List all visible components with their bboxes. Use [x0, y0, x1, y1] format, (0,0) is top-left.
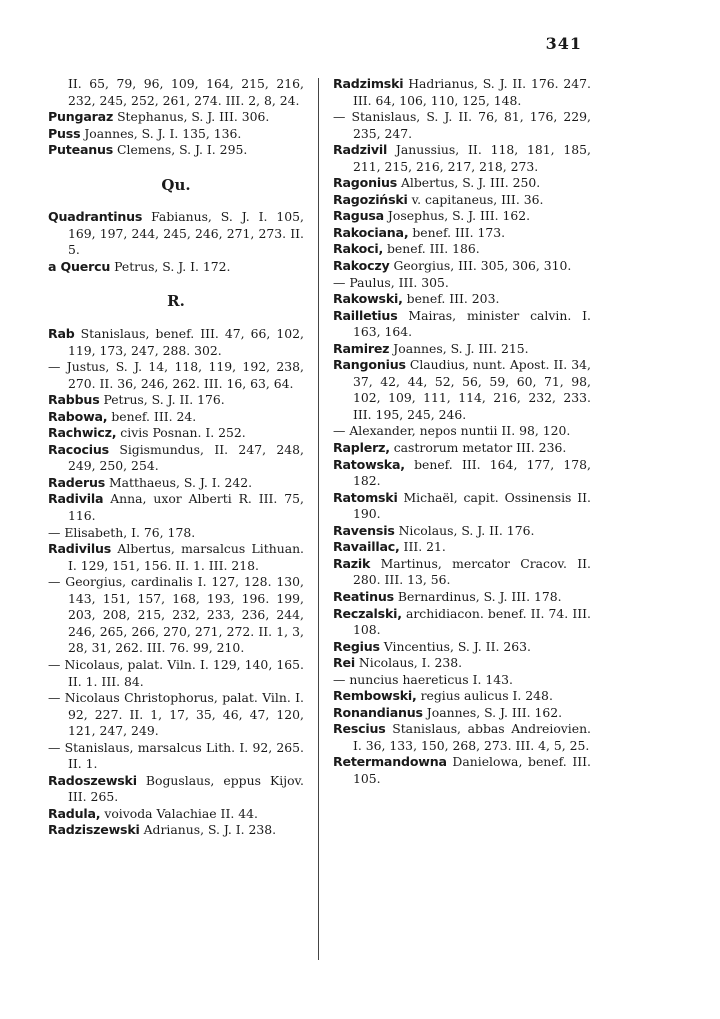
column-divider: [318, 78, 319, 960]
index-entry: [48, 822, 304, 839]
entry-references: Sigismundus, II. 247, 248, 249, 250, 254.: [68, 441, 304, 474]
index-entry: [333, 225, 591, 242]
index-entry: [333, 721, 591, 754]
entry-references: Boguslaus, eppus Kijov. III. 265.: [68, 772, 304, 805]
entry-headword: Radula,: [48, 805, 101, 821]
entry-references: Stanislaus, benef. III. 47, 66, 102, 119, 173, 247, 288. 302.: [68, 326, 304, 358]
index-entry: [48, 574, 304, 657]
index-entry: [333, 672, 591, 689]
section-heading-r: R.: [167, 292, 185, 311]
entry-references: Fabianus, S. J. I. 105, 169, 197, 244, 245, 246, 271, 273. II. 5.: [68, 209, 304, 258]
index-entry: [48, 657, 304, 690]
index-entry: [333, 142, 591, 175]
entry-references: archidiacon. benef. II. 74. III. 108.: [353, 605, 591, 638]
entry-headword: Rab: [48, 326, 75, 342]
index-entry: [48, 209, 304, 259]
entry-headword: Ravensis: [333, 522, 395, 538]
index-entry: [333, 589, 591, 606]
entry-headword: Reatinus: [333, 588, 394, 604]
entry-headword: Rembowski,: [333, 688, 417, 704]
index-entry: [333, 175, 591, 192]
section-heading-qu: Qu.: [161, 175, 191, 194]
entry-headword: Ronandianus: [333, 704, 423, 720]
entry-headword: Rakoczy: [333, 258, 390, 274]
index-entry: [333, 556, 591, 589]
entry-references: Bernardinus, S. J. III. 178.: [393, 588, 562, 604]
index-entry: [48, 409, 304, 426]
entry-headword: Ratomski: [333, 489, 398, 505]
entry-references: voivoda Valachiae II. 44.: [100, 805, 258, 821]
index-entry: [333, 655, 591, 672]
entry-references: Clemens, S. J. I. 295.: [113, 142, 248, 158]
page-number: 341: [545, 34, 582, 53]
entry-headword: Rachwicz,: [48, 425, 117, 441]
entry-headword: Railletius: [333, 307, 398, 323]
entry-references: Petrus, S. J. II. 176.: [99, 392, 225, 408]
entry-references: benef. III. 186.: [383, 241, 480, 257]
index-entry: [48, 142, 304, 159]
entry-references: Georgius, III. 305, 306, 310.: [389, 258, 572, 274]
entry-headword: Radzivil: [333, 142, 388, 158]
entry-headword: Regius: [333, 638, 380, 654]
index-entry: [48, 475, 304, 492]
entry-headword: Rescius: [333, 721, 386, 737]
entry-headword: Razik: [333, 555, 371, 571]
entry-references: benef. III. 173.: [408, 224, 506, 240]
entry-references: Joannes, S. J. III. 215.: [389, 340, 529, 356]
entry-headword: Raplerz,: [333, 440, 390, 456]
index-entry: [48, 541, 304, 574]
index-entry: [333, 291, 591, 308]
entry-references: regius aulicus I. 248.: [416, 688, 553, 704]
entry-references: civis Posnan. I. 252.: [116, 425, 246, 441]
entry-headword: Quadrantinus: [48, 209, 143, 225]
index-entry: [333, 241, 591, 258]
entry-references: castrorum metator III. 236.: [389, 440, 567, 456]
index-entry: [333, 705, 591, 722]
entry-references: — Stanislaus, S. J. II. 76, 81, 176, 229, 235, 247.: [333, 109, 591, 141]
entry-references: Josephus, S. J. III. 162.: [383, 208, 531, 224]
entry-references: — Nicolaus Christophorus, palat. Viln. I. 92, 227. II. 1, 17, 35, 46, 47, 120, 121, 247, 249.: [48, 690, 304, 739]
index-entry: [333, 357, 591, 423]
index-entry: [48, 259, 304, 276]
entry-references: benef. III. 24.: [107, 408, 197, 424]
entry-references: Martinus, mercator Cracov. II. 280. III. 13, 56.: [353, 555, 591, 588]
entry-headword: Puteanus: [48, 142, 114, 158]
entry-headword: Radoszewski: [48, 772, 137, 788]
entry-headword: a Quercu: [48, 258, 111, 274]
index-entry: [48, 76, 304, 109]
index-entry: [333, 258, 591, 275]
entry-references: Adrianus, S. J. I. 238.: [139, 822, 277, 838]
entry-references: — Stanislaus, marsalcus Lith. I. 92, 265. II. 1.: [48, 739, 304, 772]
entry-headword: Rangonius: [333, 357, 406, 373]
index-entry: [333, 688, 591, 705]
entry-references: Albertus, S. J. III. 250.: [397, 175, 541, 191]
entry-references: — Elisabeth, I. 76, 178.: [48, 524, 196, 540]
entry-references: II. 65, 79, 96, 109, 164, 215, 216, 232, 245, 252, 261, 274. III. 2, 8, 24.: [68, 76, 304, 108]
index-entry: [48, 392, 304, 409]
entry-headword: Rakowski,: [333, 291, 403, 307]
index-entry: [333, 606, 591, 639]
entry-headword: Rabbus: [48, 392, 100, 408]
index-entry: [333, 308, 591, 341]
entry-headword: Raderus: [48, 474, 106, 490]
entry-headword: Rabowa,: [48, 408, 108, 424]
entry-references: Claudius, nunt. Apost. II. 34, 37, 42, 44, 52, 56, 59, 60, 71, 98, 102, 109, 111, 114, 216, 232, 233. III. 195, 245, 246.: [353, 357, 591, 422]
entry-references: — Georgius, cardinalis I. 127, 128. 130, 143, 151, 157, 168, 193, 196. 199, 203, 208, 215, 232, 233, 236, 244, 246, 265, 266, 270, 271, 272. II. 1, 3, 28, 31, 262. III. 76. 99, 210.: [48, 574, 304, 656]
entry-references: benef. III. 203.: [402, 291, 500, 307]
entry-references: v. capitaneus, III. 36.: [407, 191, 544, 207]
entry-headword: Rakociana,: [333, 224, 409, 240]
entry-references: Nicolaus, S. J. II. 176.: [394, 522, 535, 538]
entry-headword: Reczalski,: [333, 605, 402, 621]
index-entry: [48, 442, 304, 475]
entry-references: — nuncius haereticus I. 143.: [333, 671, 513, 687]
entry-references: Joannes, S. J. I. 135, 136.: [80, 125, 242, 141]
index-entry: [333, 523, 591, 540]
index-entry: [333, 639, 591, 656]
index-entry: [333, 275, 591, 292]
entry-headword: Ratowska,: [333, 456, 405, 472]
entry-references: Janussius, II. 118, 181, 185, 211, 215, 216, 217, 218, 273.: [353, 142, 591, 174]
entry-references: III. 21.: [399, 539, 446, 555]
entry-references: — Nicolaus, palat. Viln. I. 129, 140, 165. II. 1. III. 84.: [48, 656, 304, 689]
index-entry: [333, 423, 591, 440]
entry-references: Vincentius, S. J. II. 263.: [379, 638, 531, 654]
index-entry: [48, 425, 304, 442]
entry-headword: Racocius: [48, 441, 109, 457]
entry-headword: Radivila: [48, 491, 104, 507]
index-entry: [48, 109, 304, 126]
index-entry: [333, 208, 591, 225]
index-entry: [48, 806, 304, 823]
entry-references: Stanislaus, abbas Andreiovien. I. 36, 133, 150, 268, 273. III. 4, 5, 25.: [353, 721, 591, 753]
entry-references: Danielowa, benef. III. 105.: [353, 754, 591, 786]
entry-headword: Pungaraz: [48, 109, 114, 125]
entry-headword: Retermandowna: [333, 754, 447, 770]
entry-references: — Justus, S. J. 14, 118, 119, 192, 238, 270. II. 36, 246, 262. III. 16, 63, 64.: [48, 359, 304, 391]
entry-headword: Ragonius: [333, 175, 398, 191]
index-entry: [333, 457, 591, 490]
index-entry: [333, 76, 591, 109]
index-entry: [48, 690, 304, 740]
index-entry: [333, 539, 591, 556]
entry-references: benef. III. 164, 177, 178, 182.: [353, 456, 591, 489]
entry-references: — Paulus, III. 305.: [333, 274, 449, 290]
entry-headword: Ragusa: [333, 208, 384, 224]
index-entry: [48, 359, 304, 392]
right-column: [333, 76, 591, 788]
index-entry: [333, 754, 591, 787]
index-entry: [48, 773, 304, 806]
entry-headword: Rei: [333, 655, 355, 671]
entry-headword: Radziszewski: [48, 822, 140, 838]
entry-references: Mairas, minister calvin. I. 163, 164.: [353, 307, 591, 340]
entry-references: Joannes, S. J. III. 162.: [422, 704, 563, 720]
entry-headword: Ravaillac,: [333, 539, 400, 555]
entry-references: Nicolaus, I. 238.: [354, 655, 463, 671]
index-entry: [48, 126, 304, 143]
entry-references: Hadrianus, S. J. II. 176. 247. III. 64, 106, 110, 125, 148.: [353, 76, 591, 108]
entry-headword: Ragoziński: [333, 191, 408, 207]
index-entry: [333, 341, 591, 358]
entry-references: Michaël, capit. Ossinensis II. 190.: [353, 489, 591, 522]
entry-headword: Ramirez: [333, 340, 390, 356]
entry-references: Albertus, marsalcus Lithuan. I. 129, 151, 156. II. 1. III. 218.: [68, 541, 304, 573]
entry-headword: Radzimski: [333, 76, 404, 91]
entry-references: Stephanus, S. J. III. 306.: [113, 109, 270, 125]
index-entry: [333, 109, 591, 142]
left-column: [48, 76, 304, 839]
index-entry: [333, 490, 591, 523]
entry-headword: Rakoci,: [333, 241, 384, 257]
entry-references: Anna, uxor Alberti R. III. 75, 116.: [68, 491, 304, 524]
entry-headword: Radivilus: [48, 541, 112, 557]
index-entry: [48, 740, 304, 773]
entry-references: Matthaeus, S. J. I. 242.: [105, 474, 253, 490]
index-entry: [48, 525, 304, 542]
index-entry: [48, 491, 304, 524]
index-entry: [333, 192, 591, 209]
entry-references: — Alexander, nepos nuntii II. 98, 120.: [333, 423, 571, 439]
entry-headword: Puss: [48, 125, 81, 141]
entry-references: Petrus, S. J. I. 172.: [110, 258, 231, 274]
index-entry: [333, 440, 591, 457]
index-entry: [48, 326, 304, 359]
